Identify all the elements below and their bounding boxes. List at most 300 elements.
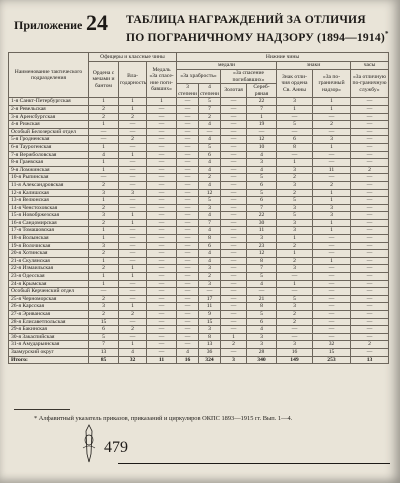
table-cell: — [351, 181, 389, 189]
table-row [9, 242, 389, 250]
table-cell: — [313, 113, 351, 121]
table-cell: 12 [199, 189, 221, 197]
appendix-number: 24 [86, 10, 108, 35]
table-cell: 1 [313, 98, 351, 106]
total-label: Итого: [9, 356, 89, 364]
table-cell: 3 [199, 280, 221, 288]
total-cell: 253 [313, 356, 351, 364]
title-line-2-wrap [126, 27, 389, 45]
table-cell: 22 [247, 212, 277, 220]
table-cell: — [351, 333, 389, 341]
unit-name: 24-я Крымская [9, 280, 89, 288]
table-cell: — [351, 288, 389, 296]
table-cell: 5 [89, 333, 119, 341]
table-cell: — [351, 105, 389, 113]
table-cell: — [313, 311, 351, 319]
page-title [126, 12, 389, 45]
table-cell: 1 [277, 280, 313, 288]
header-officers: Офицеры и классные чины [89, 53, 177, 62]
table-cell: 5 [247, 273, 277, 281]
table-cell: 3 [89, 242, 119, 250]
table-cell: 1 [119, 341, 147, 349]
table-cell: — [313, 128, 351, 136]
table-cell: — [313, 318, 351, 326]
header-3deg: 3 степени [178, 84, 197, 97]
table-cell: 3 [89, 189, 119, 197]
table-cell: — [119, 288, 147, 296]
table-cell: — [221, 348, 247, 356]
table-cell: — [177, 197, 199, 205]
table-cell: — [119, 242, 147, 250]
table-cell: — [147, 204, 177, 212]
total-cell: 3 [221, 356, 247, 364]
table-cell: — [351, 257, 389, 265]
table-cell: — [177, 181, 199, 189]
header-orders: Ордена с мечами и бантом [89, 62, 119, 98]
table-cell: — [177, 318, 199, 326]
table-cell: 4 [199, 227, 221, 235]
table-cell: — [351, 197, 389, 205]
table-cell: 3 [277, 341, 313, 349]
table-cell: — [119, 318, 147, 326]
table-cell: 6 [89, 326, 119, 334]
table-cell: 5 [277, 121, 313, 129]
unit-name: Заамурский округ [9, 348, 89, 356]
table-row [9, 326, 389, 334]
table-cell: 15 [199, 318, 221, 326]
table-cell: 2 [277, 318, 313, 326]
table-cell: 2 [277, 311, 313, 319]
table-cell: 30 [247, 219, 277, 227]
title-line-2: ПО ПОГРАНИЧНОМУ НАДЗОРУ (1894—1914) [126, 30, 385, 44]
total-cell: 149 [277, 356, 313, 364]
table-cell: — [221, 273, 247, 281]
table-cell: 13 [89, 348, 119, 356]
table-cell: — [119, 197, 147, 205]
table-cell: 1 [89, 235, 119, 243]
table-cell: — [221, 151, 247, 159]
table-cell: — [221, 311, 247, 319]
table-cell: 4 [199, 212, 221, 220]
table-cell: 4 [199, 257, 221, 265]
table-cell: — [277, 288, 313, 296]
unit-name: 6-я Таурогенская [9, 143, 89, 151]
table-cell: 2 [119, 113, 147, 121]
table-cell: 4 [119, 348, 147, 356]
table-cell: 2 [221, 341, 247, 349]
table-cell: 1 [89, 257, 119, 265]
table-cell: — [351, 113, 389, 121]
table-cell: — [177, 166, 199, 174]
table-row [9, 189, 389, 197]
table-cell: — [147, 280, 177, 288]
total-cell: 16 [177, 356, 199, 364]
table-cell: 3 [277, 219, 313, 227]
table-row [9, 136, 389, 144]
table-cell: 17 [199, 295, 221, 303]
table-row [9, 166, 389, 174]
table-cell: — [147, 295, 177, 303]
table-cell: 1 [277, 250, 313, 258]
table-cell: — [221, 212, 247, 220]
table-cell: 3 [247, 159, 277, 167]
table-cell: — [351, 143, 389, 151]
table-cell: 4 [247, 151, 277, 159]
table-row [9, 121, 389, 129]
table-cell: — [147, 113, 177, 121]
table-cell: 2 [119, 136, 147, 144]
table-cell: — [177, 341, 199, 349]
table-row [9, 333, 389, 341]
table-cell: — [351, 303, 389, 311]
unit-name: 3-я Аренсбургская [9, 113, 89, 121]
table-cell: 3 [247, 235, 277, 243]
table-cell: 6 [247, 181, 277, 189]
table-cell: 11 [199, 303, 221, 311]
table-cell: 6 [199, 242, 221, 250]
table-cell: 8 [247, 257, 277, 265]
table-row [9, 159, 389, 167]
table-cell: 4 [199, 166, 221, 174]
unit-name: 20-я Хотинская [9, 250, 89, 258]
table-cell: — [119, 235, 147, 243]
table-cell: — [147, 121, 177, 129]
table-cell: — [277, 113, 313, 121]
table-cell: — [313, 265, 351, 273]
table-cell: — [221, 219, 247, 227]
table-cell: 3 [247, 341, 277, 349]
table-cell: — [313, 333, 351, 341]
table-cell: 7 [89, 341, 119, 349]
table-cell: — [351, 265, 389, 273]
table-cell: — [147, 212, 177, 220]
table-cell: 1 [119, 219, 147, 227]
table-cell: 32 [313, 341, 351, 349]
unit-name: 4-я Рижская [9, 121, 89, 129]
table-cell: — [177, 235, 199, 243]
table-cell: 2 [89, 181, 119, 189]
table-cell: — [221, 136, 247, 144]
table-cell: 5 [199, 143, 221, 151]
unit-name: 9-я Ломжинская [9, 166, 89, 174]
table-cell: 2 [89, 295, 119, 303]
table-cell: 10 [247, 143, 277, 151]
table-cell: — [177, 219, 199, 227]
table-cell: — [147, 151, 177, 159]
table-cell: 2 [351, 166, 389, 174]
table-row [9, 235, 389, 243]
table-cell: — [147, 159, 177, 167]
table-cell: 4 [247, 326, 277, 334]
table-cell: — [177, 273, 199, 281]
table-cell: — [199, 288, 221, 296]
table-cell: 12 [247, 250, 277, 258]
table-row [9, 105, 389, 113]
table-cell: 12 [247, 136, 277, 144]
table-cell: 4 [199, 121, 221, 129]
table-cell: 4 [199, 159, 221, 167]
table-cell: — [177, 295, 199, 303]
header-gold: Золотая [221, 84, 247, 98]
table-row [9, 311, 389, 319]
table-row [9, 113, 389, 121]
total-cell: 340 [247, 356, 277, 364]
table-cell: 1 [277, 159, 313, 167]
table-cell: — [147, 326, 177, 334]
unit-name: 10-я Рыпинская [9, 174, 89, 182]
table-cell: 7 [247, 105, 277, 113]
table-cell: — [199, 128, 221, 136]
table-cell: — [221, 318, 247, 326]
table-cell: — [119, 257, 147, 265]
table-cell: 28 [247, 348, 277, 356]
unit-name: 12-я Калишская [9, 189, 89, 197]
table-cell: — [313, 242, 351, 250]
table-cell: — [89, 136, 119, 144]
unit-name: 31-я Амударьинская [9, 341, 89, 349]
table-cell: — [147, 136, 177, 144]
unit-name: 26-я Карсская [9, 303, 89, 311]
table-cell: — [351, 311, 389, 319]
table-cell: — [313, 250, 351, 258]
table-cell: — [351, 136, 389, 144]
table-cell: — [221, 159, 247, 167]
table-cell: — [313, 159, 351, 167]
table-cell: — [147, 333, 177, 341]
table-cell: 22 [247, 98, 277, 106]
table-cell: 1 [89, 98, 119, 106]
table-row [9, 295, 389, 303]
table-cell: 5 [199, 98, 221, 106]
table-cell: 1 [221, 333, 247, 341]
table-cell: — [147, 242, 177, 250]
table-cell: — [147, 166, 177, 174]
table-cell: 1 [89, 197, 119, 205]
total-cell: 13 [351, 356, 389, 364]
table-row [9, 348, 389, 356]
table-cell: — [313, 326, 351, 334]
header-bravery: «За храбрость» [177, 70, 221, 84]
unit-name: 8-я Граевская [9, 159, 89, 167]
table-cell: 3 [199, 265, 221, 273]
table-cell: 15 [89, 318, 119, 326]
table-cell: — [313, 295, 351, 303]
table-cell: 3 [277, 227, 313, 235]
header-silver: Сереб-ряная [247, 84, 277, 98]
table-cell: — [351, 280, 389, 288]
table-cell: — [177, 250, 199, 258]
table-cell: 7 [199, 105, 221, 113]
unit-name: 27-я Эриванская [9, 311, 89, 319]
table-cell: — [221, 288, 247, 296]
header-watches: часы [351, 62, 389, 70]
table-cell: — [247, 288, 277, 296]
table-cell: — [313, 151, 351, 159]
table-cell: 3 [89, 212, 119, 220]
bottom-rule [118, 463, 390, 464]
table-cell: 4 [89, 151, 119, 159]
table-cell: — [221, 197, 247, 205]
table-cell: — [277, 333, 313, 341]
table-cell: — [351, 151, 389, 159]
table-cell: 2 [277, 189, 313, 197]
table-cell: — [89, 288, 119, 296]
table-row [9, 204, 389, 212]
table-cell: 4 [247, 166, 277, 174]
table-cell: — [313, 288, 351, 296]
table-row [9, 265, 389, 273]
table-row [9, 197, 389, 205]
table-cell: — [147, 235, 177, 243]
table-cell: — [221, 128, 247, 136]
table-cell: 1 [89, 166, 119, 174]
header-officer-medal: Медаль «За спасе-ние поги-бавших» [147, 62, 177, 98]
header-name: Наименование тактического подразделения [9, 53, 89, 98]
table-cell: 19 [247, 121, 277, 129]
header-signs: знаки [277, 62, 351, 70]
table-cell: — [351, 121, 389, 129]
table-cell: — [351, 174, 389, 182]
table-cell: — [119, 174, 147, 182]
table-cell: — [177, 326, 199, 334]
table-cell: 23 [247, 242, 277, 250]
table-cell: 3 [199, 204, 221, 212]
table-cell: — [177, 311, 199, 319]
table-cell: — [351, 204, 389, 212]
table-cell: 2 [89, 105, 119, 113]
table-cell: — [313, 303, 351, 311]
unit-name: 17-я Томашовская [9, 227, 89, 235]
table-cell: 7 [247, 265, 277, 273]
table-cell: — [147, 288, 177, 296]
title-block [14, 6, 390, 46]
total-cell: 324 [199, 356, 221, 364]
table-cell: 1 [89, 273, 119, 281]
table-row [9, 257, 389, 265]
table-cell: 8 [247, 303, 277, 311]
table-cell: 5 [277, 197, 313, 205]
table-cell: — [119, 333, 147, 341]
unit-name: Особый Керченский отдел [9, 288, 89, 296]
table-cell: — [147, 128, 177, 136]
footnote: * Алфавитный указатель приказов, приказаний и циркуляров ОКПС 1893—1915 гг. Вып. 1—4. [34, 415, 293, 422]
table-cell: 3 [313, 204, 351, 212]
table-cell: — [177, 288, 199, 296]
table-cell: 1 [313, 257, 351, 265]
table-cell: 1 [89, 280, 119, 288]
unit-name: 30-я Закаспийская [9, 333, 89, 341]
table-cell: 6 [247, 318, 277, 326]
table-cell: — [147, 318, 177, 326]
title-line-1: ТАБЛИЦА НАГРАЖДЕНИЙ ЗА ОТЛИЧИЯ [126, 13, 366, 26]
table-cell: 3 [313, 136, 351, 144]
header-border-sign: «За по-граничный надзор» [313, 70, 351, 98]
unit-name: 29-я Бакинская [9, 326, 89, 334]
table-cell: — [147, 265, 177, 273]
table-cell: — [351, 318, 389, 326]
table-row [9, 250, 389, 258]
table-cell: 1 [313, 227, 351, 235]
total-cell: 11 [147, 356, 177, 364]
table-cell: — [147, 143, 177, 151]
header-gratitude: Вла-годарность [119, 62, 147, 98]
table-cell: — [277, 326, 313, 334]
table-cell: — [147, 219, 177, 227]
header-rescue: «За спасение погибавших» [221, 70, 277, 84]
table-cell: 7 [199, 219, 221, 227]
table-cell: 2 [89, 265, 119, 273]
total-cell: 32 [119, 356, 147, 364]
table-cell: — [351, 189, 389, 197]
table-cell: — [177, 212, 199, 220]
unit-name: 5-я Гродненская [9, 136, 89, 144]
unit-name: 13-я Велюнская [9, 197, 89, 205]
table-cell: — [277, 128, 313, 136]
table-cell: — [177, 98, 199, 106]
table-cell: — [247, 128, 277, 136]
table-cell: — [221, 143, 247, 151]
table-cell: 2 [313, 121, 351, 129]
table-cell: 3 [313, 212, 351, 220]
table-cell: — [177, 128, 199, 136]
table-cell: — [221, 242, 247, 250]
table-cell: — [177, 105, 199, 113]
table-cell: — [221, 121, 247, 129]
table-cell: 5 [247, 311, 277, 319]
table-cell: — [351, 227, 389, 235]
table-row [9, 212, 389, 220]
table-cell: 2 [277, 174, 313, 182]
unit-name: 28-я Елисаветпольская [9, 318, 89, 326]
table-cell: 4 [247, 280, 277, 288]
table-cell: — [351, 219, 389, 227]
table-cell: — [313, 174, 351, 182]
table-row [9, 143, 389, 151]
table-cell: 3 [277, 166, 313, 174]
unit-name: 1-я Санкт-Петербургская [9, 98, 89, 106]
header-4deg: 4 степени [200, 84, 219, 97]
table-cell: — [177, 136, 199, 144]
table-cell: — [221, 174, 247, 182]
table-cell: — [351, 326, 389, 334]
unit-name: Особый Белозерский отдел [9, 128, 89, 136]
total-cell: 85 [89, 356, 119, 364]
table-cell: — [119, 181, 147, 189]
table-cell: — [177, 333, 199, 341]
table-cell: — [119, 159, 147, 167]
table-cell: 2 [89, 311, 119, 319]
table-row [9, 151, 389, 159]
table-cell: 21 [247, 295, 277, 303]
table-cell: 1 [119, 265, 147, 273]
table-row [9, 288, 389, 296]
table-body [9, 98, 389, 364]
unit-name: 18-я Волынская [9, 235, 89, 243]
table-cell: — [221, 250, 247, 258]
table-cell: 36 [199, 348, 221, 356]
table-cell: — [177, 265, 199, 273]
table-cell: — [313, 273, 351, 281]
table-cell: — [89, 128, 119, 136]
table-cell: — [177, 227, 199, 235]
title-footnote-mark: * [384, 30, 389, 38]
table-cell: — [119, 128, 147, 136]
table-cell: — [277, 273, 313, 281]
table-row [9, 318, 389, 326]
table-cell: — [177, 143, 199, 151]
table-cell: — [221, 166, 247, 174]
table-cell: 9 [199, 311, 221, 319]
